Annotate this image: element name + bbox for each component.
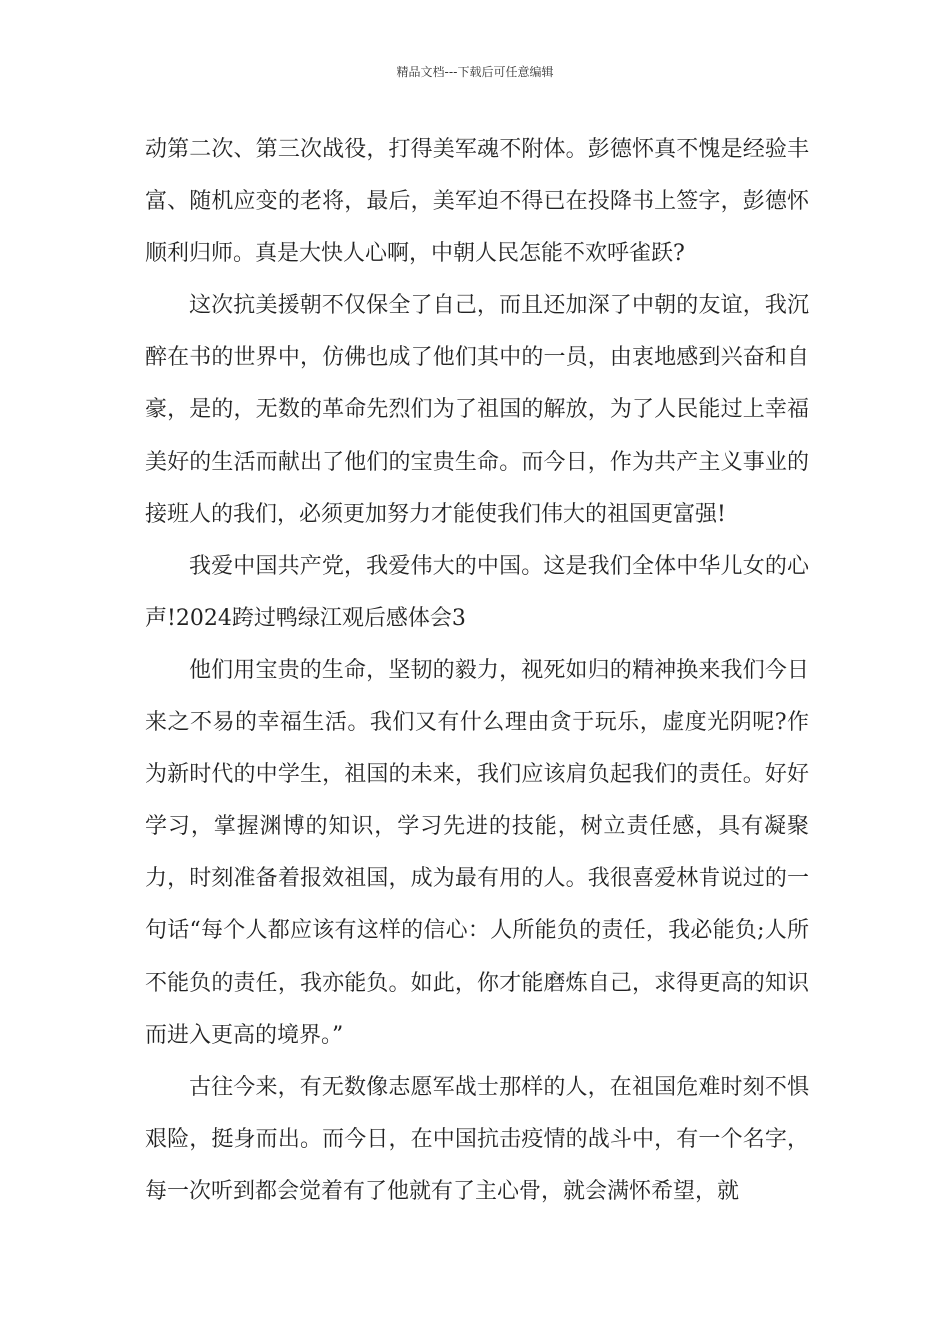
paragraph: 古往今来，有无数像志愿军战士那样的人，在祖国危难时刻不惧艰险，挺身而出。而今日，在中国抗击疫情的战斗中，有一个名字，每一次听到都会觉着有了他就有了主心骨，就会满怀希望，就 <box>145 1074 809 1204</box>
paragraph: 我爱中国共产党，我爱伟大的中国。这是我们全体中华儿女的心声!2024跨过鸭绿江观后感体会3 <box>145 553 809 631</box>
paragraph: 动第二次、第三次战役，打得美军魂不附体。彭德怀真不愧是经验丰富、随机应变的老将，最后，美军迫不得已在投降书上签字，彭德怀顺利归师。真是大快人心啊，中朝人民怎能不欢呼雀跃? <box>145 137 809 267</box>
paragraph: 他们用宝贵的生命，坚韧的毅力，视死如归的精神换来我们今日来之不易的幸福生活。我们又有什么理由贪于玩乐，虚度光阴呢?作为新时代的中学生，祖国的未来，我们应该肩负起我们的责任。好好学习，掌握渊博的知识，学习先进的技能，树立责任感，具有凝聚力，时刻准备着报效祖国，成为最有用的人。我很喜爱林肯说过的一句话“每个人都应该有这样的信心：人所能负的责任，我必能负;人所不能负的责任，我亦能负。如此，你才能磨炼自己，求得更高的知识而进入更高的境界。” <box>145 657 809 1048</box>
page-header: 精品文档---下载后可任意编辑 <box>396 65 554 79</box>
document-body <box>145 124 809 1218</box>
paragraph: 这次抗美援朝不仅保全了自己，而且还加深了中朝的友谊，我沉醉在书的世界中，仿佛也成了他们其中的一员，由衷地感到兴奋和自豪，是的，无数的革命先烈们为了祖国的解放，为了人民能过上幸福美好的生活而献出了他们的宝贵生命。而今日，作为共产主义事业的接班人的我们，必须更加努力才能使我们伟大的祖国更富强! <box>145 293 809 527</box>
